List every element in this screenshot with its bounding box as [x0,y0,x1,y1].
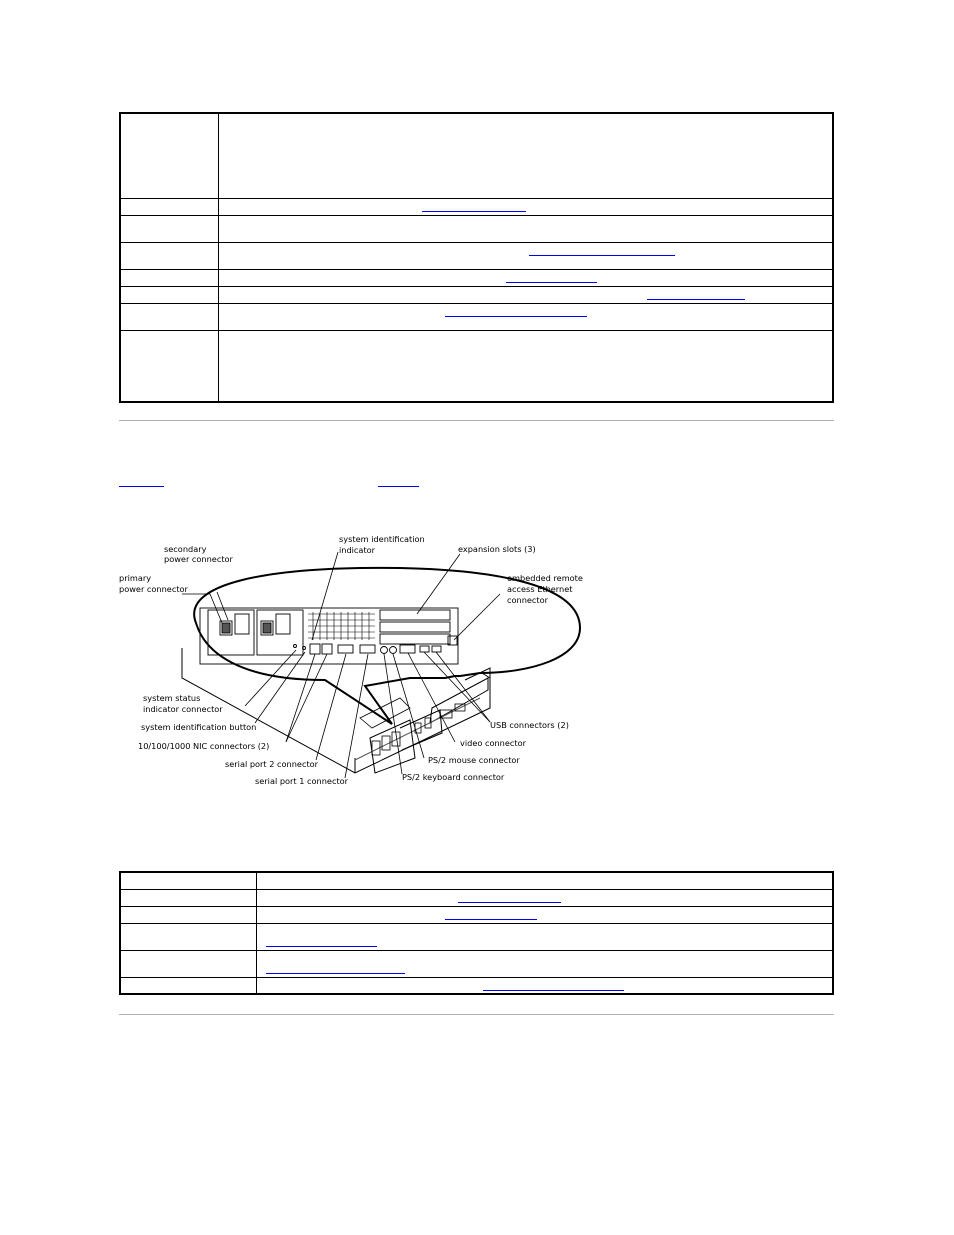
link[interactable] [445,316,587,317]
link[interactable] [506,282,597,283]
table-row [120,330,833,402]
label-nic-connectors: 10/100/1000 NIC connectors (2) [138,741,270,751]
bottom-table [119,871,834,995]
link[interactable] [458,902,561,903]
divider [119,420,834,421]
table-row [120,950,833,977]
divider [119,1014,834,1015]
link[interactable] [266,946,377,947]
table-row [120,113,833,198]
table-row [120,889,833,906]
label-ps2-mouse: PS/2 mouse connector [428,755,520,765]
table-row [120,198,833,215]
table-row [120,215,833,242]
label-system-id-indicator: system identification indicator [339,534,425,555]
back-panel-figure [110,528,590,790]
link[interactable] [422,211,526,212]
previous-link[interactable] [119,486,164,487]
link[interactable] [529,255,675,256]
table-row [120,286,833,303]
label-ps2-keyboard: PS/2 keyboard connector [402,772,505,782]
table-row [120,303,833,330]
table-row [120,923,833,950]
table-row [120,977,833,994]
label-system-id-button: system identification button [141,722,257,732]
link[interactable] [266,973,405,974]
top-table [119,112,834,403]
label-remote-access: embedded remote access Ethernet connector [507,573,583,605]
label-serial-port-2: serial port 2 connector [225,759,319,769]
label-status-indicator: system status indicator connector [143,693,223,714]
link[interactable] [445,919,537,920]
label-secondary-power: secondary power connector [164,544,233,564]
label-serial-port-1: serial port 1 connector [255,776,349,786]
link[interactable] [483,990,624,991]
label-video-connector: video connector [460,738,526,748]
label-usb-connectors: USB connectors (2) [490,720,569,730]
label-expansion-slots: expansion slots (3) [458,544,536,554]
next-link[interactable] [378,486,419,487]
table-row [120,872,833,889]
link[interactable] [647,299,745,300]
label-primary-power: primary power connector [119,573,188,594]
table-row [120,242,833,269]
table-row [120,269,833,286]
table-row [120,906,833,923]
